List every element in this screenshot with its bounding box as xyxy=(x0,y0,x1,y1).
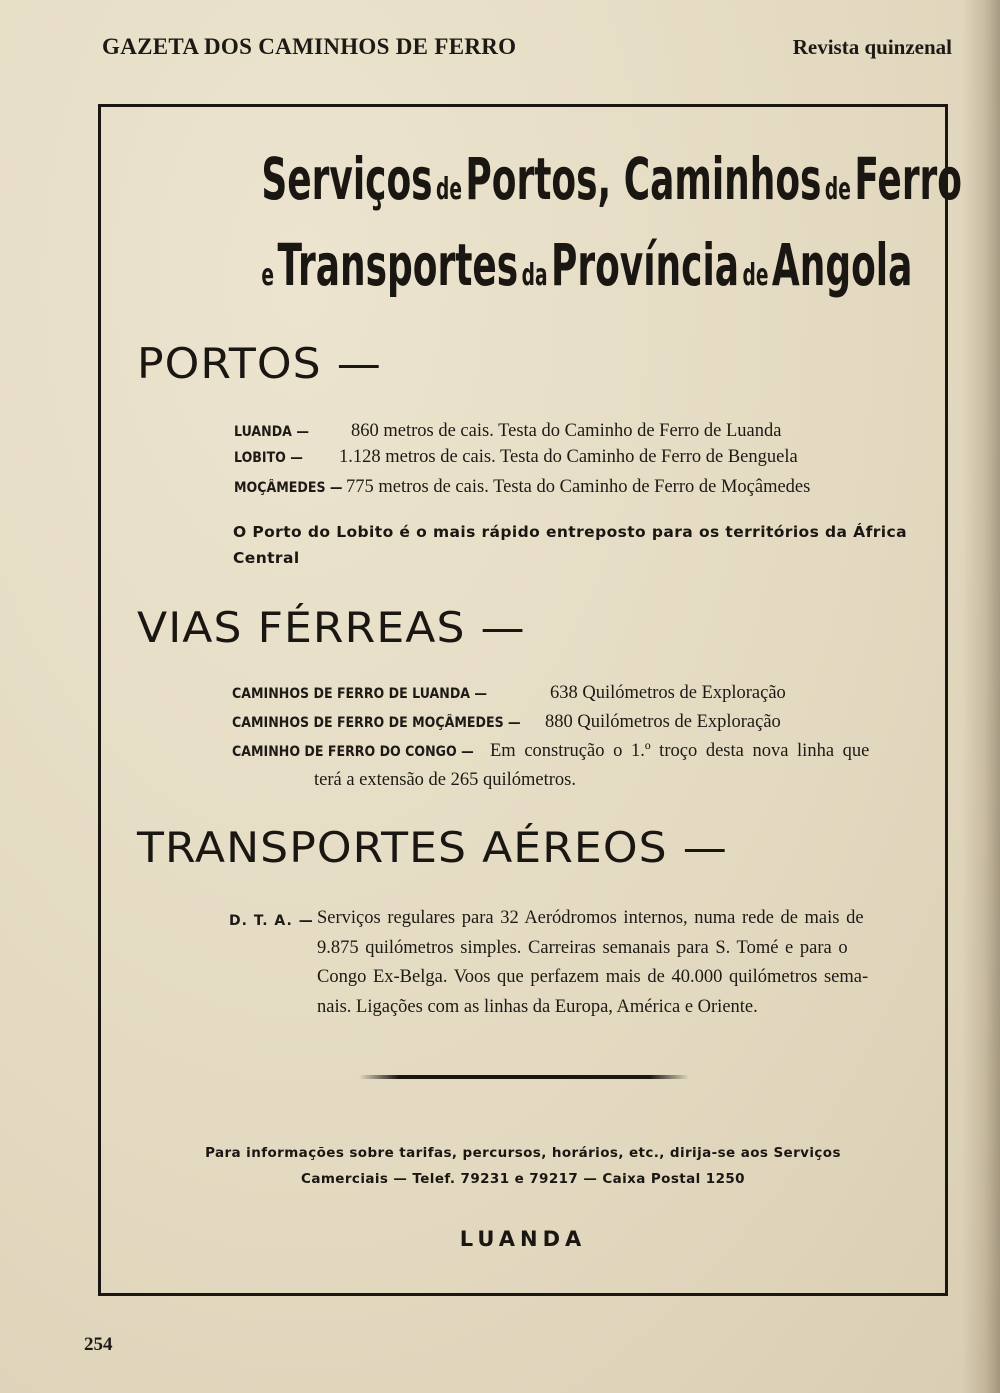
ad-title-line-1 xyxy=(261,145,962,213)
title-word: Portos, Caminhos xyxy=(465,145,822,213)
contact-info-line-2: Camerciais — Telef. 79231 e 79217 — Caixa Postal 1250 xyxy=(301,1171,745,1187)
air-transport-description xyxy=(317,904,913,1022)
section-heading-portos: PORTOS — xyxy=(137,339,382,388)
advertisement-frame xyxy=(98,104,962,1296)
railway-info: 880 Quilómetros de Exploração xyxy=(545,712,781,732)
port-info: 860 metros de cais. Testa do Caminho de Ferro de Luanda xyxy=(351,421,782,441)
title-word: da xyxy=(521,258,548,293)
ad-title-line-2 xyxy=(261,231,913,299)
contact-info-line-1: Para informações sobre tarifas, percursos, horários, etc., dirija-se aos Serviços xyxy=(205,1145,841,1161)
railway-label: CAMINHOS DE FERRO DE MOÇÂMEDES — xyxy=(232,715,521,731)
port-info: 1.128 metros de cais. Testa do Caminho de Ferro de Benguela xyxy=(339,447,798,467)
journal-title: GAZETA DOS CAMINHOS DE FERRO xyxy=(102,34,517,59)
title-word: e xyxy=(261,258,274,293)
port-row xyxy=(234,447,798,468)
railway-info: Em construção o 1.º troço desta nova linha que xyxy=(490,741,870,761)
journal-periodicity: Revista quinzenal xyxy=(792,35,952,59)
title-word: de xyxy=(742,258,769,293)
title-word: de xyxy=(436,172,462,207)
port-row xyxy=(234,421,782,442)
railway-continuation: terá a extensão de 265 quilómetros. xyxy=(314,770,576,790)
port-label: LUANDA — xyxy=(234,424,309,440)
title-word: Angola xyxy=(771,231,913,299)
port-label: LOBITO — xyxy=(234,450,303,466)
book-spine-shadow xyxy=(962,0,1000,1393)
decorative-rule xyxy=(359,1075,689,1079)
title-word: Província xyxy=(550,231,740,299)
description-line: nais. Ligações com as linhas da Europa, América e Oriente. xyxy=(317,996,758,1017)
title-word: Transportes xyxy=(277,231,519,299)
page-number: 254 xyxy=(84,1334,113,1355)
lobito-highlight-note: O Porto do Lobito é o mais rápido entreposto para os territórios da África Central xyxy=(233,523,907,567)
title-word: Ferro xyxy=(854,145,962,213)
port-info: 775 metros de cais. Testa do Caminho de Ferro de Moçâmedes xyxy=(346,477,811,497)
railway-label: CAMINHOS DE FERRO DE LUANDA — xyxy=(232,686,488,702)
title-word: de xyxy=(824,172,851,207)
city-name: LUANDA xyxy=(459,1227,587,1251)
description-line: Congo Ex-Belga. Voos que perfazem mais de 40.000 quilómetros sema- xyxy=(317,967,869,987)
air-carrier-label: D. T. A. — xyxy=(229,913,314,929)
port-label: MOÇÂMEDES — xyxy=(234,480,343,496)
running-head xyxy=(102,34,952,64)
railway-label: CAMINHO DE FERRO DO CONGO — xyxy=(232,744,474,760)
description-line: Serviços regulares para 32 Aeródromos internos, numa rede de mais de xyxy=(317,908,864,928)
port-row xyxy=(234,477,811,498)
title-word: Serviços xyxy=(261,145,433,213)
description-line: 9.875 quilómetros simples. Carreiras semanais para S. Tomé e para o xyxy=(317,937,848,958)
railway-row xyxy=(232,683,786,704)
railway-row xyxy=(232,741,870,762)
railway-row xyxy=(232,712,781,733)
section-heading-transportes-aereos: TRANSPORTES AÉREOS — xyxy=(137,823,728,872)
railway-info: 638 Quilómetros de Exploração xyxy=(550,683,786,703)
section-heading-vias-ferreas: VIAS FÉRREAS — xyxy=(137,603,526,652)
